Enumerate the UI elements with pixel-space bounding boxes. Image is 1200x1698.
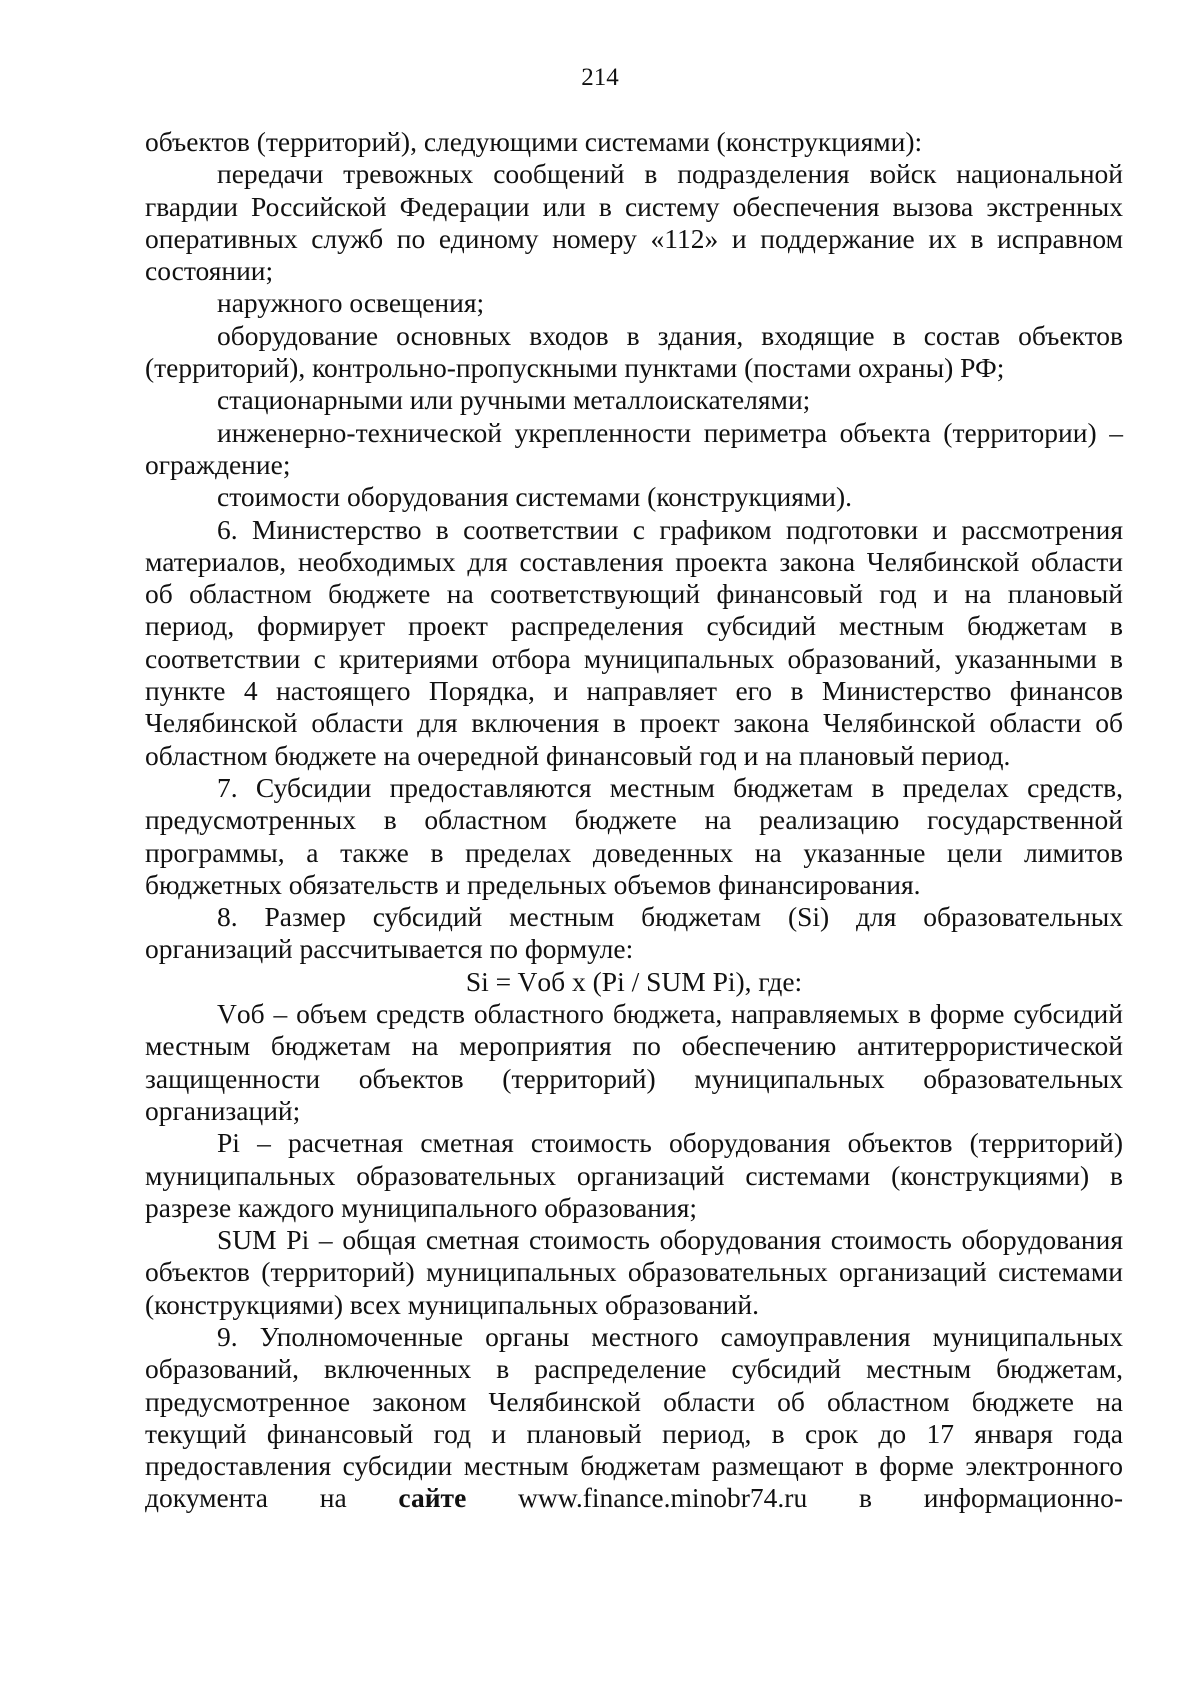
paragraph-9-url-text: www.finance.minobr74.ru в информационно- (466, 1482, 1123, 1514)
document-body (145, 126, 1123, 1515)
list-item-metal-detectors: стационарными или ручными металлоискателями; (217, 384, 811, 416)
page-number: 214 (581, 64, 619, 91)
paragraph-8: 8. Размер субсидий местным бюджетам (Si) для образовательных организаций рассчитывается по формуле: (145, 901, 1123, 965)
list-item-outdoor-lighting: наружного освещения; (217, 287, 485, 319)
list-item-perimeter-fencing: инженерно-технической укрепленности периметра объекта (территории) – ограждение; (145, 416, 1123, 480)
list-item-equipment-cost: стоимости оборудования системами (конструкциями). (217, 481, 853, 513)
definition-vob: Vоб – объем средств областного бюджета, направляемых в форме субсидий местным бюджетам на мероприятия по обеспечению антитеррористической защищенности объектов (территорий) муниципальных образовательных организаций; (145, 998, 1123, 1126)
bold-word-site: сайте (398, 1482, 467, 1514)
subsidy-formula: Si = Vоб х (Pi / SUM Pi), где: (465, 965, 803, 997)
paragraph-9-text: 9. Уполномоченные органы местного самоуправления муниципальных образований, включенных в распределение субсидий местным бюджетам, предусмотренное законом Челябинской области об областном бюджете на текущий финансовый год и плановый период, в срок до 17 января года предоставления субсидии местным бюджетам размещают в форме электронного документа на (145, 1320, 1123, 1514)
list-item-alarm-transmission: передачи тревожных сообщений в подразделения войск национальной гвардии Российской Федерации или в систему обеспечения вызова экстренных оперативных служб по единому номеру «112» и поддержание их в исправном состоянии; (145, 158, 1123, 287)
definition-sum-pi: SUM Pi – общая сметная стоимость оборудования стоимость оборудования объектов (территорий) муниципальных образовательных организаций системами (конструкциями) всех муниципальных образований. (145, 1224, 1123, 1320)
paragraph-9 (145, 1321, 1123, 1515)
paragraph-7: 7. Субсидии предоставляются местным бюджетам в пределах средств, предусмотренных в областном бюджете на реализацию государственной программы, а также в пределах доведенных на указанные цели лимитов бюджетных обязательств и предельных объемов финансирования. (145, 771, 1123, 900)
list-item-entrance-checkpoints: оборудование основных входов в здания, входящие в состав объектов (территорий), контрольно-пропускными пунктами (постами охраны) РФ; (145, 319, 1123, 384)
paragraph-6: 6. Министерство в соответствии с графиком подготовки и рассмотрения материалов, необходимых для составления проекта закона Челябинской области об областном бюджете на соответствующий финансовый год и на плановый период, формирует проект распределения субсидий местным бюджетам в соответствии с критериями отбора муниципальных образований, указанными в пункте 4 настоящего Порядка, и направляет его в Министерство финансов Челябинской области для включения в проект закона Челябинской области об областном бюджете на очередной финансовый год и на плановый период. (145, 513, 1123, 771)
definition-pi: Pi – расчетная сметная стоимость оборудования объектов (территорий) муниципальных образовательных организаций системами (конструкциями) в разрезе каждого муниципального образования; (145, 1127, 1123, 1223)
paragraph-continuation: объектов (территорий), следующими системами (конструкциями): (145, 126, 923, 157)
